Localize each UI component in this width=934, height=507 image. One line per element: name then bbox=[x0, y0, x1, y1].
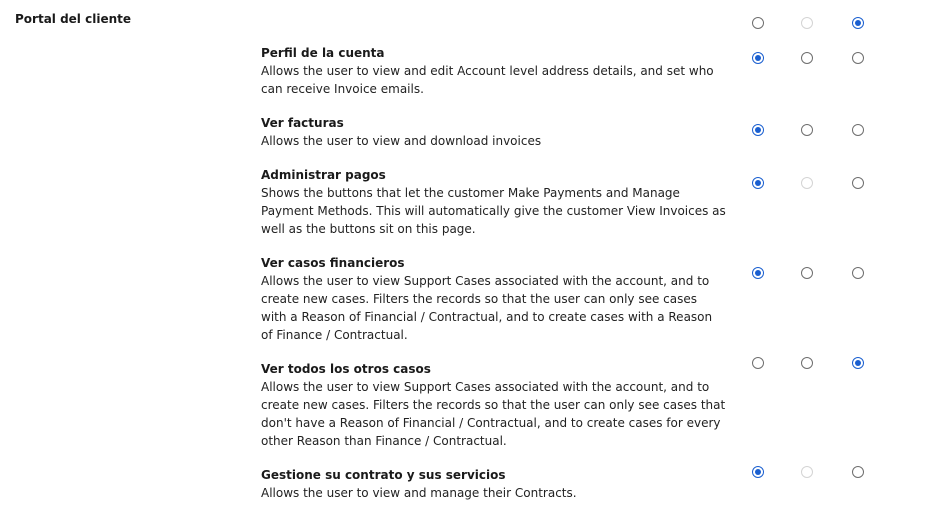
account-profile-radio-option-1[interactable] bbox=[752, 52, 764, 64]
permission-description: Allows the user to view and edit Account level address details, and set who can receive Invoice emails. bbox=[261, 64, 714, 96]
account-profile-radio-option-3[interactable] bbox=[852, 52, 864, 64]
permission-description: Allows the user to view and manage their Contracts. bbox=[261, 486, 577, 500]
view-invoices-radio-option-3[interactable] bbox=[852, 124, 864, 136]
section-title: Portal del cliente bbox=[15, 12, 131, 26]
permission-view-invoices bbox=[261, 114, 726, 150]
view-invoices-radio-option-1[interactable] bbox=[752, 124, 764, 136]
permission-title: Gestione su contrato y sus servicios bbox=[261, 468, 506, 482]
section-radio-option-3[interactable] bbox=[852, 17, 864, 29]
permission-manage-payments bbox=[261, 166, 726, 238]
permission-view-financial-cases bbox=[261, 254, 726, 344]
manage-contracts-radio-option-2 bbox=[801, 466, 813, 478]
manage-payments-radio-option-1[interactable] bbox=[752, 177, 764, 189]
other-cases-radio-option-3[interactable] bbox=[852, 357, 864, 369]
permission-description: Shows the buttons that let the customer Make Payments and Manage Payment Methods. This will automatically give the customer View Invoices as well as the buttons sit on this page. bbox=[261, 186, 726, 236]
view-invoices-radio-option-2[interactable] bbox=[801, 124, 813, 136]
financial-cases-radio-option-3[interactable] bbox=[852, 267, 864, 279]
permission-title: Ver facturas bbox=[261, 116, 344, 130]
manage-contracts-radio-option-1[interactable] bbox=[752, 466, 764, 478]
section-radio-option-2 bbox=[801, 17, 813, 29]
permission-title: Administrar pagos bbox=[261, 168, 386, 182]
permission-title: Perfil de la cuenta bbox=[261, 46, 385, 60]
permission-description: Allows the user to view Support Cases associated with the account, and to create new cases. Filters the records so that the user can only see cases that don't have a Reason of Financial / Contractual, and to create cases for every other Reason than Finance / Contractual. bbox=[261, 380, 726, 448]
permission-title: Ver casos financieros bbox=[261, 256, 405, 270]
manage-contracts-radio-option-3[interactable] bbox=[852, 466, 864, 478]
manage-payments-radio-option-2 bbox=[801, 177, 813, 189]
permission-description: Allows the user to view and download invoices bbox=[261, 134, 542, 148]
account-profile-radio-option-2[interactable] bbox=[801, 52, 813, 64]
other-cases-radio-option-1[interactable] bbox=[752, 357, 764, 369]
permission-view-other-cases bbox=[261, 360, 726, 450]
other-cases-radio-option-2[interactable] bbox=[801, 357, 813, 369]
manage-payments-radio-option-3[interactable] bbox=[852, 177, 864, 189]
financial-cases-radio-option-2[interactable] bbox=[801, 267, 813, 279]
permission-description: Allows the user to view Support Cases associated with the account, and to create new cases. Filters the records so that the user can only see cases with a Reason of Financial / Contractual, and to create cases with a Reason of Finance / Contractual. bbox=[261, 274, 713, 342]
financial-cases-radio-option-1[interactable] bbox=[752, 267, 764, 279]
permission-title: Ver todos los otros casos bbox=[261, 362, 431, 376]
permission-account-profile bbox=[261, 44, 726, 98]
section-radio-option-1[interactable] bbox=[752, 17, 764, 29]
permission-manage-contracts bbox=[261, 466, 726, 502]
